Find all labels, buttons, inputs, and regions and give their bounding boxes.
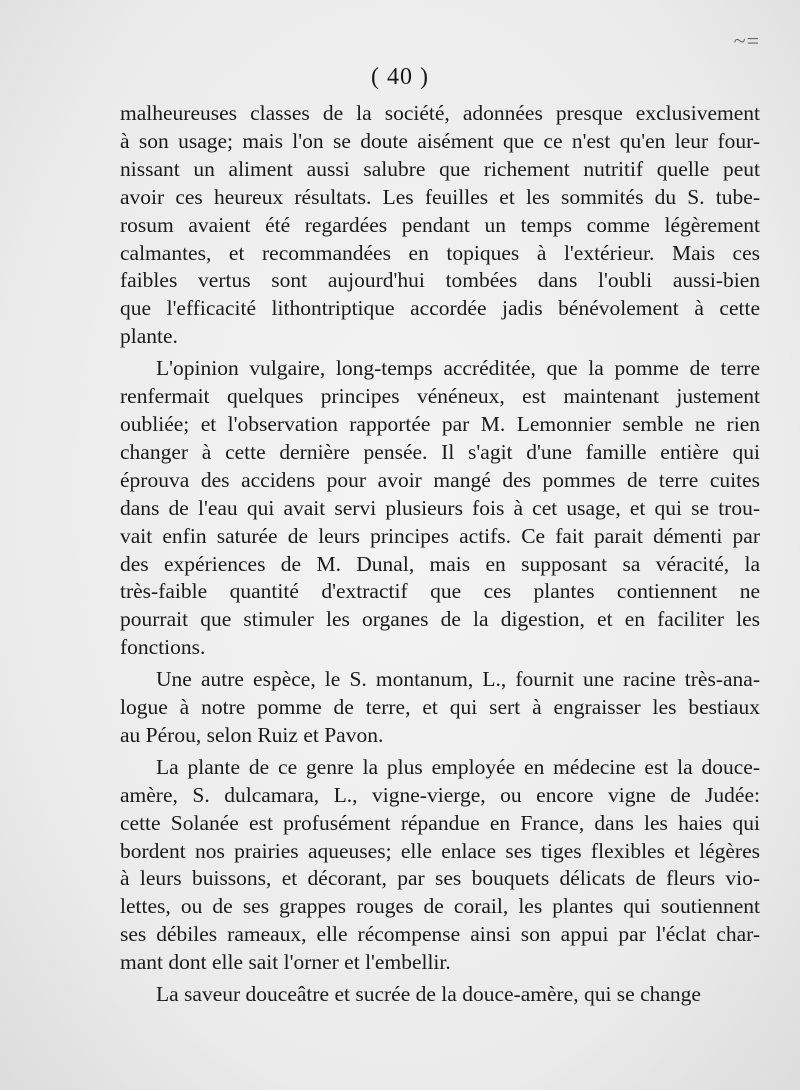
text-line: à leurs buissons, et décorant, par ses bouquets délicats de fleurs vio- (120, 866, 760, 891)
text-line: bordent nos prairies aqueuses; elle enlace ses tiges flexibles et légères (120, 838, 760, 863)
text-line: rosum avaient été regardées pendant un temps comme légèrement (120, 212, 760, 237)
text-line: mant dont elle sait l'orner et l'embellir. (120, 950, 451, 975)
text-line: très-faible quantité d'extractif que ces plantes contiennent ne (120, 579, 760, 604)
text-line: changer à cette dernière pensée. Il s'agit d'une famille entière qui (120, 439, 760, 464)
corner-mark: ~= (733, 28, 760, 53)
text-line: ses débiles rameaux, elle récompense ainsi son appui par l'éclat char- (120, 922, 760, 947)
text-line: amère, S. dulcamara, L., vigne-vierge, ou encore vigne de Judée: (120, 782, 760, 807)
text-line: oubliée; et l'observation rapportée par M. Lemonnier semble ne rien (120, 411, 760, 436)
text-line: nissant un aliment aussi salubre que richement nutritif quelle peut (120, 156, 760, 181)
text-line: La plante de ce genre la plus employée en médecine est la douce- (156, 754, 760, 779)
text-line: fonctions. (120, 635, 206, 660)
text-line: éprouva des accidens pour avoir mangé des pommes de terre cuites (120, 467, 760, 492)
text-line: vait enfin saturée de leurs principes actifs. Ce fait parait démenti par (120, 523, 760, 548)
text-line: cette Solanée est profusément répandue en France, dans les haies qui (120, 810, 760, 835)
text-line: plante. (120, 324, 178, 349)
text-line: malheureuses classes de la société, adonnées presque exclusivement (120, 101, 760, 125)
text-line: dans de l'eau qui avait servi plusieurs fois à cet usage, et qui se trou- (120, 495, 760, 520)
body-text (120, 100, 760, 1009)
page-number: ( 40 ) (371, 64, 429, 90)
text-line: pourrait que stimuler les organes de la digestion, et en faciliter les (120, 607, 760, 632)
text-line: La saveur douceâtre et sucrée de la douce-amère, qui se change (156, 982, 701, 1007)
text-line: renfermait quelques principes vénéneux, est maintenant justement (120, 384, 760, 409)
text-line: lettes, ou de ses grappes rouges de corail, les plantes qui soutiennent (120, 894, 760, 919)
text-line: L'opinion vulgaire, long-temps accréditée, que la pomme de terre (156, 356, 760, 381)
text-line: des expériences de M. Dunal, mais en supposant sa véracité, la (120, 551, 760, 576)
text-line: au Pérou, selon Ruiz et Pavon. (120, 722, 384, 747)
text-line: à son usage; mais l'on se doute aisément que ce n'est qu'en leur four- (120, 128, 760, 153)
text-line: que l'efficacité lithontriptique accordée jadis bénévolement à cette (120, 296, 760, 321)
text-line: faibles vertus sont aujourd'hui tombées dans l'oubli aussi-bien (120, 268, 760, 293)
text-line: avoir ces heureux résultats. Les feuilles et les sommités du S. tube- (120, 184, 760, 209)
text-line: logue à notre pomme de terre, et qui sert à engraisser les bestiaux (120, 695, 760, 720)
text-line: Une autre espèce, le S. montanum, L., fournit une racine très-ana- (156, 667, 760, 692)
text-line: calmantes, et recommandées en topiques à l'extérieur. Mais ces (120, 240, 760, 265)
